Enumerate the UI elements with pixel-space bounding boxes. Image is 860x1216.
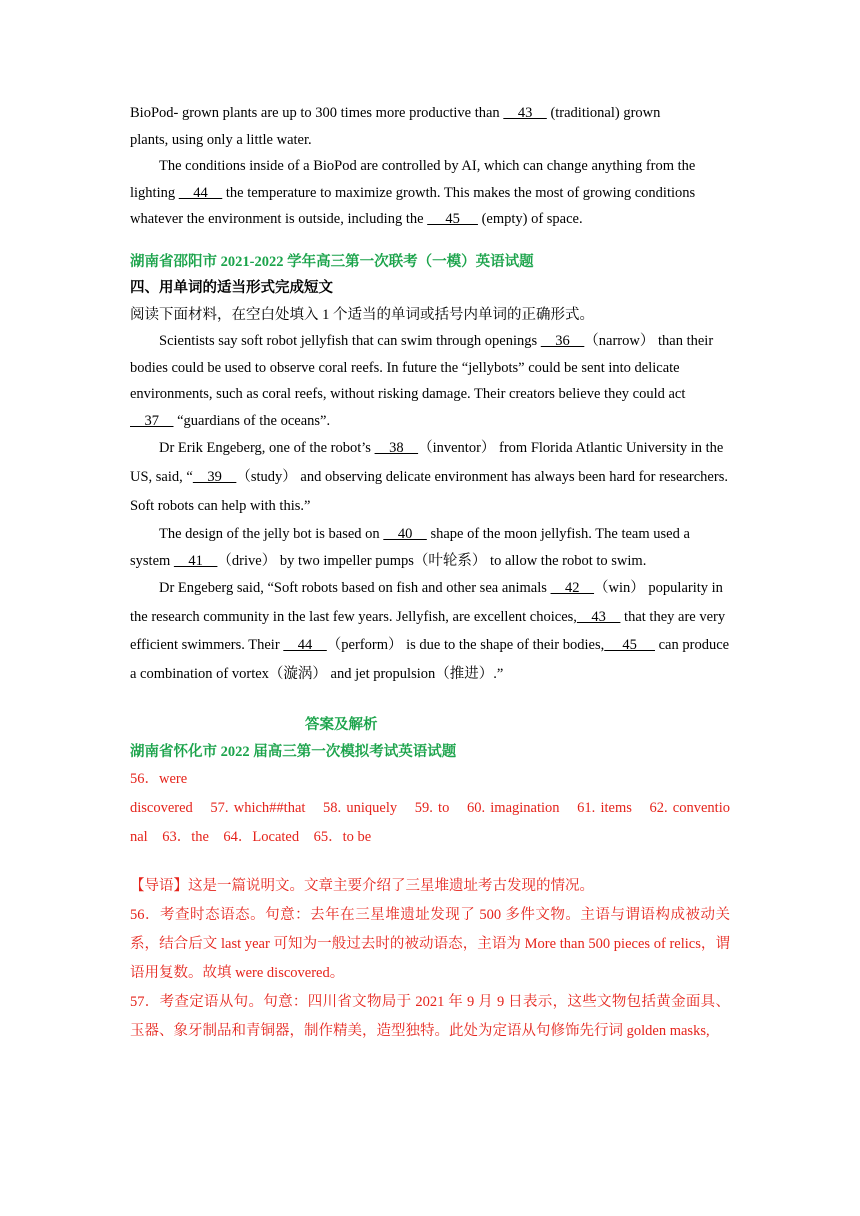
passage-line: BioPod- grown plants are up to 300 times more productive than 43 (traditional) grown xyxy=(130,105,661,121)
answer-line: 56．were xyxy=(130,771,188,787)
answers-section xyxy=(130,712,730,1046)
passage-continued xyxy=(130,100,730,233)
section-shaoyang xyxy=(130,249,730,689)
blank-38: 38 xyxy=(374,440,419,456)
explanation-57: 57．考查定语从句。句意：四川省文物局于 2021 年 9 月 9 日表示，这些文物包括黄金面具、玉器、象牙制品和青铜器，制作精美，造型独特。此处为定语从句修饰先行词 golden masks, xyxy=(130,994,730,1039)
passage-paragraph: The design of the jelly bot is based on 40 shape of the moon jellyfish. The team used a system 41 （drive） by two impeller pumps（叶轮系） to allow the robot to swim. xyxy=(130,526,690,569)
answer-line: discovered 57. which##that 58. uniquely 59. to 60. imagination 61. items 62. conventio xyxy=(130,800,730,816)
passage-paragraph: Dr Erik Engeberg, one of the robot’s 38 （inventor） from Florida Atlantic University in the US, said, “ 39 （study） and observing delicate environment has always been hard for researchers. Soft robots can help with this.” xyxy=(130,440,728,514)
answers-title: 湖南省怀化市 2022 届高三第一次模拟考试英语试题 xyxy=(130,743,457,760)
blank-45: 45 xyxy=(604,637,655,653)
answers-heading: 答案及解析 xyxy=(305,717,378,733)
passage-paragraph: Scientists say soft robot jellyfish that can swim through openings 36 （narrow） than their bodies could be used to observe coral reefs. In future the “jellybots” could be sent into delicate environments, such as coral reefs, without risking damage. Their creators believe they could act 37 “guardians of the oceans”. xyxy=(130,333,714,429)
blank-43: 43 xyxy=(576,608,621,625)
guide-text: 【导语】这是一篇说明文。文章主要介绍了三星堆遗址考古发现的情况。 xyxy=(130,878,594,894)
passage-paragraph: The conditions inside of a BioPod are controlled by AI, which can change anything from the lighting 44 the temperature to maximize growth. This makes the most of growing conditions whatever the environment is outside, including the 45 (empty) of space. xyxy=(130,158,696,227)
document-page xyxy=(130,100,730,1046)
blank-37: 37 xyxy=(130,412,174,429)
answer-line: nal 63．the 64．Located 65．to be xyxy=(130,829,372,845)
explanation-56: 56．考查时态语态。句意：去年在三星堆遗址发现了 500 多件文物。主语与谓语构成被动关系，结合后文 last year 可知为一般过去时的被动语态，主语为 More than 500 pieces of relics，谓语用复数。故填 were discovered。 xyxy=(130,907,730,981)
section-instruction: 阅读下面材料，在空白处填入 1 个适当的单词或括号内单词的正确形式。 xyxy=(130,306,594,323)
section-title: 湖南省邵阳市 2021-2022 学年高三第一次联考（一模）英语试题 xyxy=(130,253,534,270)
blank-43: 43 xyxy=(503,105,547,121)
blank-42: 42 xyxy=(550,580,595,596)
blank-44: 44 xyxy=(178,184,223,201)
blank-40: 40 xyxy=(383,526,427,542)
blank-44: 44 xyxy=(283,637,327,653)
section-subtitle: 四、用单词的适当形式完成短文 xyxy=(130,280,333,296)
passage-line: plants, using only a little water. xyxy=(130,131,312,148)
passage-paragraph: Dr Engeberg said, “Soft robots based on fish and other sea animals 42 （win） popularity in the research community in the last few years. Jellyfish, are excellent choices, 43 that they are very efficient swimmers. Their 44 （perform） is due to the shape of their bodies, 45 can produce a combination of vortex（漩涡） and jet propulsion（推进）.” xyxy=(130,580,730,682)
blank-41: 41 xyxy=(173,552,218,569)
blank-36: 36 xyxy=(540,333,585,349)
blank-45: 45 xyxy=(427,211,478,227)
blank-39: 39 xyxy=(192,469,237,485)
